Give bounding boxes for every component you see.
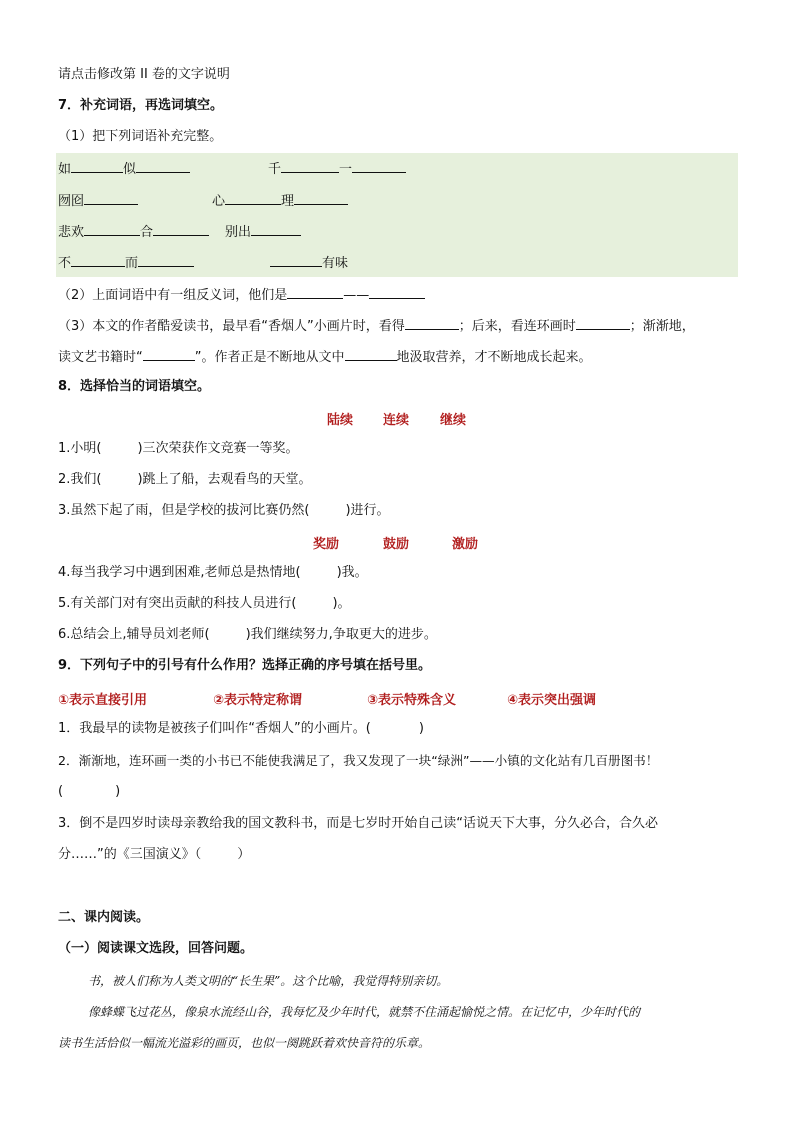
q9-s2-answer <box>58 783 120 801</box>
word-part: 不 <box>58 256 72 271</box>
word-part: 囫囵 <box>58 194 85 209</box>
q7-sub3-line2 <box>58 348 592 367</box>
q7-row2-right <box>212 192 348 211</box>
passage-p2-line1: 像蜂蝶飞过花丛，像泉水流经山谷，我每忆及少年时代，就禁不住涌起愉悦之情。在记忆中，少年时代的 <box>88 1005 641 1019</box>
q8-title: 8．选择恰当的词语填空。 <box>58 379 211 394</box>
word-part: 如 <box>58 162 72 177</box>
q7-sub3-d: 读文艺书籍时“ <box>58 350 143 365</box>
item-text: 4.每当我学习中遇到困难,老师总是热情地( <box>58 565 301 580</box>
q7-sub3-f: 地汲取营养，才不断地成长起来。 <box>396 350 592 365</box>
q9-option-3: ③表示特殊含义 <box>367 693 457 708</box>
q9-title: 9．下列句子中的引号有什么作用？选择正确的序号填在括号里。 <box>58 658 432 673</box>
q7-sub3-c: ；渐渐地， <box>629 319 695 334</box>
blank[interactable] <box>352 160 406 173</box>
q8-word4: 奖励 <box>313 537 340 552</box>
item-text: )三次荣获作文竞赛一等奖。 <box>137 441 299 456</box>
q8-item6 <box>58 626 437 644</box>
blank[interactable] <box>138 254 194 267</box>
blank[interactable] <box>251 223 301 236</box>
blank[interactable] <box>84 223 140 236</box>
q7-row3-right <box>225 223 301 242</box>
blank[interactable] <box>369 286 425 299</box>
blank[interactable] <box>294 192 348 205</box>
q8-item2 <box>58 471 312 489</box>
item-text: )进行。 <box>345 503 390 518</box>
section2-sub: （一）阅读课文选段，回答问题。 <box>58 941 254 956</box>
q7-sub3-b: ；后来，看连环画时 <box>458 319 576 334</box>
word-part: 有味 <box>322 256 349 271</box>
q7-row2-left <box>58 192 138 211</box>
blank[interactable] <box>576 317 630 330</box>
item-text: )。 <box>332 596 351 611</box>
blank[interactable] <box>84 192 138 205</box>
q8-word1: 陆续 <box>327 413 354 428</box>
word-part: 别出 <box>225 225 252 240</box>
section2-title: 二、课内阅读。 <box>58 910 150 925</box>
q7-row3-left <box>58 223 209 242</box>
item-text: 2.我们( <box>58 472 102 487</box>
q8-item1 <box>58 440 299 458</box>
q9-s1 <box>58 720 424 738</box>
q8-word3: 继续 <box>440 413 467 428</box>
word-part: 一 <box>339 162 353 177</box>
q8-word5: 鼓励 <box>383 537 410 552</box>
paren: ) <box>115 784 121 799</box>
item-text: )跳上了船，去观看鸟的天堂。 <box>137 472 312 487</box>
q7-row1-left <box>58 160 190 179</box>
blank[interactable] <box>405 317 459 330</box>
q9-option-2: ②表示特定称谓 <box>213 693 303 708</box>
word-part: 合 <box>140 225 154 240</box>
item-text: 6.总结会上,辅导员刘老师( <box>58 627 210 642</box>
blank[interactable] <box>287 286 343 299</box>
q7-sub2 <box>58 286 425 305</box>
item-text: )我。 <box>336 565 368 580</box>
item-text: )我们继续努力,争取更大的进步。 <box>245 627 437 642</box>
q7-sub2-text: （2）上面词语中有一组反义词，他们是 <box>58 288 288 303</box>
blank[interactable] <box>153 223 209 236</box>
sentence-text: 1．我最早的读物是被孩子们叫作“香烟人”的小画片。( <box>58 721 371 736</box>
word-part: 似 <box>123 162 137 177</box>
q7-sub1: （1）把下列词语补充完整。 <box>58 129 223 144</box>
blank[interactable] <box>270 254 322 267</box>
item-text: 3.虽然下起了雨，但是学校的拔河比赛仍然( <box>58 503 310 518</box>
item-text: 1.小明( <box>58 441 102 456</box>
blank[interactable] <box>136 160 190 173</box>
word-part: 千 <box>268 162 282 177</box>
q9-s2: 2．渐渐地，连环画一类的小书已不能使我满足了，我又发现了一块“绿洲”——小镇的文化站有几百册图书！ <box>58 753 659 768</box>
q9-s3-line2 <box>58 846 250 864</box>
passage-p2-line2: 读书生活恰似一幅流光溢彩的画页，也似一阕跳跃着欢快音符的乐章。 <box>58 1036 431 1050</box>
q7-sub3-line1 <box>58 317 695 336</box>
header-note: 请点击修改第 II 卷的文字说明 <box>58 67 230 82</box>
q9-option-1: ①表示直接引用 <box>58 693 148 708</box>
q7-sub3-e: ”。作者正是不断地从文中 <box>194 350 345 365</box>
q7-row4-right <box>270 254 348 273</box>
word-part: 悲欢 <box>58 225 85 240</box>
q8-item5 <box>58 595 351 613</box>
blank[interactable] <box>71 254 125 267</box>
q7-title: 7．补充词语，再选词填空。 <box>58 98 224 113</box>
blank[interactable] <box>71 160 123 173</box>
blank[interactable] <box>281 160 339 173</box>
q7-row4-left <box>58 254 194 273</box>
paren: ) <box>418 721 424 736</box>
q9-s3-line1: 3．倒不是四岁时读母亲教给我的国文教科书，而是七岁时开始自己读“话说天下大事，分久必合，合久必 <box>58 816 659 831</box>
blank[interactable] <box>225 192 281 205</box>
q8-item3 <box>58 502 390 520</box>
blank[interactable] <box>143 348 195 361</box>
q7-row1-right <box>268 160 406 179</box>
q8-word6: 激励 <box>452 537 479 552</box>
sentence-text: 分……”的《三国演义》（ <box>58 847 202 862</box>
q8-item4 <box>58 564 368 582</box>
blank[interactable] <box>345 348 397 361</box>
paren: ( <box>58 784 64 799</box>
q8-word2: 连续 <box>383 413 410 428</box>
word-part: 理 <box>281 194 295 209</box>
q7-sub3-a: （3）本文的作者酷爱读书，最早看“香烟人”小画片时，看得 <box>58 319 405 334</box>
dash: —— <box>343 288 370 303</box>
word-part: 心 <box>212 194 226 209</box>
paren: ） <box>237 847 251 862</box>
word-part: 而 <box>125 256 139 271</box>
passage-p1: 书，被人们称为人类文明的“长生果”。这个比喻，我觉得特别亲切。 <box>88 974 449 988</box>
q9-option-4: ④表示突出强调 <box>507 693 597 708</box>
item-text: 5.有关部门对有突出贡献的科技人员进行( <box>58 596 297 611</box>
